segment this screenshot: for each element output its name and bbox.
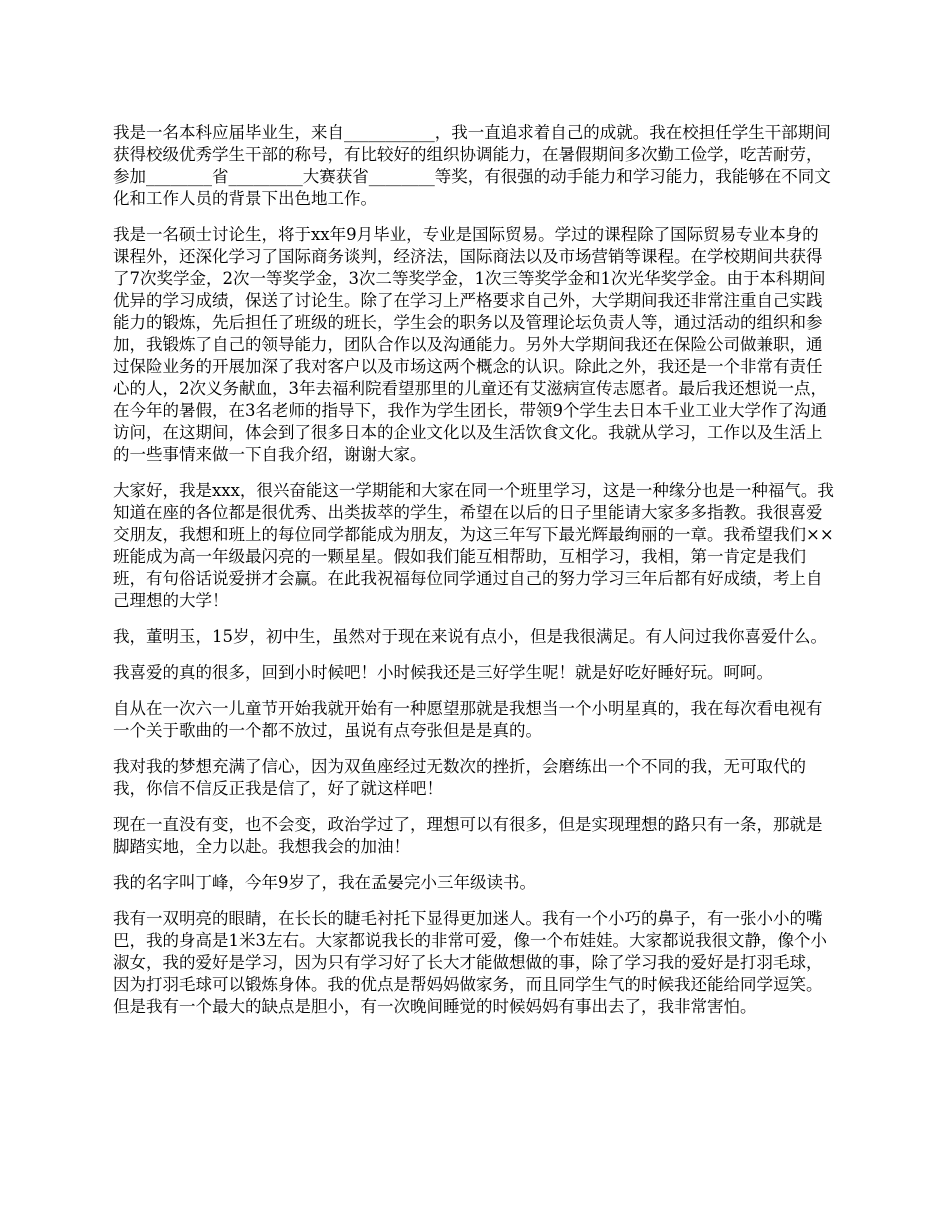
paragraph-ideal: 现在一直没有变，也不会变，政治学过了，理想可以有很多，但是实现理想的路只有一条，那就是脚踏实地，全力以赴。我想我会的加油！: [113, 815, 823, 856]
paragraph-dong-mingyu: 我，董明玉，15岁，初中生，虽然对于现在来说有点小，但是我很满足。有人问过我你喜爱什么。: [113, 627, 827, 646]
paragraph-star-dream: 自从在一次六一儿童节开始我就开始有一种愿望那就是我想当一个小明星真的，我在每次看电视有一个关于歌曲的一个都不放过，虽说有点夸张但是是真的。: [113, 699, 823, 740]
paragraph-hobbies: 我喜爱的真的很多，回到小时候吧！小时候我还是三好学生呢！就是好吃好睡好玩。呵呵。: [113, 663, 773, 682]
paragraph-ding-feng: 我的名字叫丁峰，今年9岁了，我在孟晏完小三年级读书。: [113, 873, 536, 892]
paragraph-confidence: 我对我的梦想充满了信心，因为双鱼座经过无数次的挫折，会磨练出一个不同的我，无可取代的我，你信不信反正我是信了，好了就这样吧！: [113, 757, 806, 798]
paragraph-self-description: 我有一双明亮的眼睛，在长长的睫毛衬托下显得更加迷人。我有一个小巧的鼻子，有一张小小的嘴巴，我的身高是1米3左右。大家都说我长的非常可爱，像一个布娃娃。大家都说我很文静，像个小淑女，我的爱好是学习，因为只有学习好了长大才能做想做的事，除了学习我的爱好是打羽毛球，因为打羽毛球可以锻炼身体。我的优点是帮妈妈做家务，而且同学生气的时候我还能给同学逗笑。但是我有一个最大的缺点是胆小，有一次晚间睡觉的时候妈妈有事出去了，我非常害怕。: [113, 909, 827, 1016]
paragraph-master-student-intro: 我是一名硕士讨论生，将于xx年9月毕业，专业是国际贸易。学过的课程除了国际贸易专业本身的课程外，还深化学习了国际商务谈判，经济法，国际商法以及市场营销等课程。在学校期间共获得了7次奖学金，2次一等奖学金，3次二等奖学金，1次三等奖学金和1次光华奖学金。由于本科期间优异的学习成绩，保送了讨论生。除了在学习上严格要求自己外，大学期间我还非常注重自己实践能力的锻炼，先后担任了班级的班长，学生会的职务以及管理论坛负责人等，通过活动的组织和参加，我锻炼了自己的领导能力，团队合作以及沟通能力。另外大学期间我还在保险公司做兼职，通过保险业务的开展加深了我对客户以及市场这两个概念的认识。除此之外，我还是一个非常有责任心的人，2次义务献血，3年去福利院看望那里的儿童还有艾滋病宣传志愿者。最后我还想说一点，在今年的暑假，在3名老师的指导下，我作为学生团长，带领9个学生去日本千业工业大学作了沟通访问，在这期间，体会到了很多日本的企业文化以及生活饮食文化。我就从学习，工作以及生活上的一些事情来做一下自我介绍，谢谢大家。: [113, 225, 827, 464]
paragraph-graduate-intro: 我是一名本科应届毕业生，来自___________，我一直追求着自己的成就。我在校担任学生干部期间获得校级优秀学生干部的称号，有比较好的组织协调能力，在暑假期间多次勤工俭学，吃苦耐劳，参加________省_________大赛获省________等奖，有很强的动手能力和学习能力，我能够在不同文化和工作人员的背景下出色地工作。: [113, 123, 831, 208]
paragraph-class-greeting: 大家好，我是xxx，很兴奋能这一学期能和大家在同一个班里学习，这是一种缘分也是一种福气。我知道在座的各位都是很优秀、出类拔萃的学生，希望在以后的日子里能请大家多多指教。我很喜爱交朋友，我想和班上的每位同学都能成为朋友，为这三年写下最光辉最绚丽的一章。我希望我们××班能成为高一年级最闪亮的一颗星星。假如我们能互相帮助，互相学习，我相，第一肯定是我们班，有句俗话说爱拼才会赢。在此我祝福每位同学通过自己的努力学习三年后都有好成绩，考上自己理想的大学！: [113, 481, 834, 610]
document-body: [113, 122, 835, 1032]
